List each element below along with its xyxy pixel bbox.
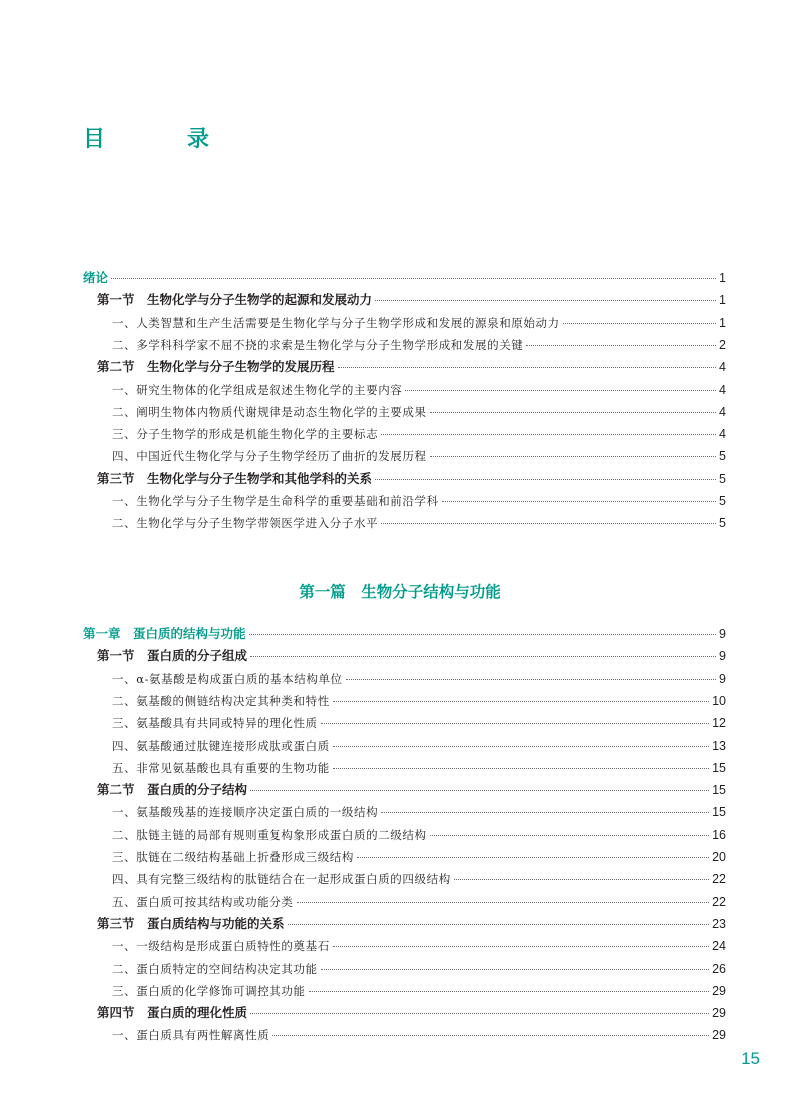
toc-entry-label: 第四节 蛋白质的理化性质 — [97, 1005, 248, 1021]
toc-dot-leader — [338, 367, 717, 368]
toc-entry-page: 4 — [719, 360, 726, 375]
toc-entry-label: 一、蛋白质具有两性解离性质 — [112, 1028, 270, 1043]
toc-entry-page: 5 — [719, 494, 726, 508]
toc-item[interactable] — [112, 312, 726, 334]
toc-entry-page: 29 — [712, 1028, 726, 1043]
toc-entry-label: 三、分子生物学的形成是机能生物化学的主要标志 — [112, 427, 379, 442]
toc-entry-label: 第一节 生物化学与分子生物学的起源和发展动力 — [97, 292, 373, 308]
toc-dot-leader — [309, 991, 709, 992]
toc-entry-label: 二、肽链主链的局部有规则重复构象形成蛋白质的二级结构 — [112, 827, 427, 842]
toc-dot-leader — [346, 679, 716, 680]
toc-item[interactable] — [112, 445, 726, 467]
toc-entry-page: 9 — [719, 627, 726, 641]
toc-entry-label: 第三节 生物化学与分子生物学和其他学科的关系 — [97, 470, 373, 486]
toc-entry-label: 一、一级结构是形成蛋白质特性的奠基石 — [112, 939, 330, 954]
toc-entry-page: 1 — [719, 315, 726, 330]
toc-item[interactable] — [112, 891, 726, 913]
toc-entry-page: 12 — [712, 716, 726, 731]
toc-entry-page: 5 — [719, 449, 726, 464]
toc-item[interactable] — [112, 379, 726, 401]
toc-entry-label: 三、肽链在二级结构基础上折叠形成三级结构 — [112, 850, 354, 864]
toc-item[interactable] — [112, 690, 726, 712]
toc-entry-label: 五、非常见氨基酸也具有重要的生物功能 — [112, 760, 330, 775]
toc-section[interactable] — [97, 356, 726, 378]
toc-entry-page: 4 — [719, 404, 726, 419]
toc-dot-leader — [333, 946, 709, 947]
toc-entry-label: 一、α-氨基酸是构成蛋白质的基本结构单位 — [112, 671, 343, 686]
toc-dot-leader — [526, 345, 716, 346]
toc-entry-page: 29 — [712, 983, 726, 998]
page-number: 15 — [741, 1049, 760, 1068]
toc-chapter[interactable] — [83, 623, 726, 645]
toc-entry-label: 四、中国近代生物化学与分子生物学经历了曲折的发展历程 — [112, 449, 427, 464]
toc-entry-page: 24 — [712, 939, 726, 954]
toc-item[interactable] — [112, 958, 726, 980]
toc-entry-label: 绪论 — [83, 270, 109, 285]
toc-entry-label: 一、研究生物体的化学组成是叙述生物化学的主要内容 — [112, 382, 403, 397]
toc-entry-label: 三、蛋白质的化学修饰可调控其功能 — [112, 983, 306, 998]
toc-entry-label: 第一节 蛋白质的分子组成 — [97, 648, 248, 664]
toc-item[interactable] — [112, 401, 726, 423]
toc-dot-leader — [381, 812, 709, 813]
toc-entry-label: 第一章 蛋白质的结构与功能 — [83, 626, 246, 641]
toc-item[interactable] — [112, 868, 726, 890]
toc-dot-leader — [381, 523, 716, 524]
toc-item[interactable] — [112, 824, 726, 846]
page-title: 目 录 — [83, 127, 240, 152]
toc-entry-label: 四、氨基酸通过肽键连接形成肽或蛋白质 — [112, 738, 330, 753]
toc-entry-label: 第三节 蛋白质结构与功能的关系 — [97, 915, 285, 931]
toc-section[interactable] — [97, 289, 726, 311]
toc-entry-label: 四、具有完整三级结构的肽链结合在一起形成蛋白质的四级结构 — [112, 872, 451, 887]
toc-section[interactable] — [97, 779, 726, 801]
toc-dot-leader — [405, 390, 716, 391]
toc-entry-page: 23 — [712, 916, 726, 931]
toc-entry-page: 4 — [719, 427, 726, 442]
toc-entry-page: 2 — [719, 337, 726, 352]
toc-entry-label: 五、蛋白质可按其结构或功能分类 — [112, 894, 294, 909]
toc-item[interactable] — [112, 757, 726, 779]
toc-dot-leader — [381, 434, 716, 435]
toc-dot-leader — [333, 701, 709, 702]
toc-dot-leader — [250, 656, 716, 657]
toc-dot-leader — [250, 790, 709, 791]
toc-dot-leader — [321, 723, 709, 724]
toc-entry-label: 一、人类智慧和生产生活需要是生物化学与分子生物学形成和发展的源泉和原始动力 — [112, 315, 560, 330]
toc-dot-leader — [272, 1035, 709, 1036]
toc-section[interactable] — [97, 913, 726, 935]
toc-dot-leader — [250, 1013, 709, 1014]
part-title: 第一篇 生物分子结构与功能 — [299, 583, 501, 601]
toc-entry-page: 9 — [719, 649, 726, 664]
toc-dot-leader — [563, 323, 716, 324]
toc-item[interactable] — [112, 668, 726, 690]
toc-item[interactable] — [112, 512, 726, 534]
toc-entry-page: 5 — [719, 516, 726, 531]
toc-chapter[interactable] — [83, 267, 726, 289]
toc-dot-leader — [357, 857, 709, 858]
toc-item[interactable] — [112, 490, 726, 512]
toc-entry-page: 15 — [712, 760, 726, 775]
toc-item[interactable] — [112, 423, 726, 445]
toc-item[interactable] — [112, 1024, 726, 1046]
toc-item[interactable] — [112, 334, 726, 356]
toc-entry-label: 二、生物化学与分子生物学带领医学进入分子水平 — [112, 516, 379, 531]
toc-section[interactable] — [97, 1002, 726, 1024]
toc-entry-page: 1 — [719, 271, 726, 285]
toc-entry-page: 16 — [712, 827, 726, 842]
toc-dot-leader — [333, 746, 709, 747]
toc-entry-label: 三、氨基酸具有共同或特异的理化性质 — [112, 716, 318, 731]
toc-section[interactable] — [97, 645, 726, 667]
toc-dot-leader — [430, 456, 716, 457]
toc-dot-leader — [454, 879, 709, 880]
toc-entry-label: 第二节 生物化学与分子生物学的发展历程 — [97, 359, 335, 375]
toc-entry-label: 一、氨基酸残基的连接顺序决定蛋白质的一级结构 — [112, 805, 379, 820]
toc-dot-leader — [321, 969, 709, 970]
toc-section[interactable] — [97, 468, 726, 490]
toc-dot-leader — [333, 768, 709, 769]
toc-entry-page: 26 — [712, 961, 726, 976]
toc-dot-leader — [375, 479, 716, 480]
toc-entry-page: 29 — [712, 1006, 726, 1021]
toc-dot-leader — [249, 634, 717, 635]
toc-item[interactable] — [112, 712, 726, 734]
toc-item[interactable] — [112, 935, 726, 957]
toc-entry-page: 10 — [712, 693, 726, 708]
toc-dot-leader — [442, 501, 716, 502]
toc-entry-label: 二、多学科科学家不屈不挠的求索是生物化学与分子生物学形成和发展的关键 — [112, 337, 524, 352]
toc-dot-leader — [111, 278, 716, 279]
toc-entry-page: 13 — [712, 738, 726, 753]
toc-dot-leader — [375, 300, 716, 301]
toc-dot-leader — [288, 924, 710, 925]
toc-dot-leader — [430, 835, 709, 836]
toc-entry-label: 二、氨基酸的侧链结构决定其种类和特性 — [112, 693, 330, 708]
toc-item[interactable] — [112, 980, 726, 1002]
toc-entry-page: 22 — [712, 894, 726, 909]
toc-item[interactable] — [112, 801, 726, 823]
toc-entry-page: 20 — [712, 850, 726, 864]
toc-entry-page: 5 — [719, 471, 726, 486]
toc-item[interactable] — [112, 735, 726, 757]
toc-entry-page: 15 — [712, 783, 726, 798]
toc-entry-page: 1 — [719, 293, 726, 308]
toc-dot-leader — [297, 902, 710, 903]
toc-entry-label: 二、阐明生物体内物质代谢规律是动态生物化学的主要成果 — [112, 404, 427, 419]
toc-entry-page: 22 — [712, 872, 726, 887]
toc-item[interactable] — [112, 846, 726, 868]
toc-entry-label: 一、生物化学与分子生物学是生命科学的重要基础和前沿学科 — [112, 494, 439, 508]
toc-dot-leader — [430, 412, 716, 413]
toc-entry-page: 9 — [719, 671, 726, 686]
toc-entry-page: 4 — [719, 382, 726, 397]
toc-entry-label: 第二节 蛋白质的分子结构 — [97, 782, 248, 798]
toc-entry-label: 二、蛋白质特定的空间结构决定其功能 — [112, 961, 318, 976]
toc-entry-page: 15 — [712, 805, 726, 820]
